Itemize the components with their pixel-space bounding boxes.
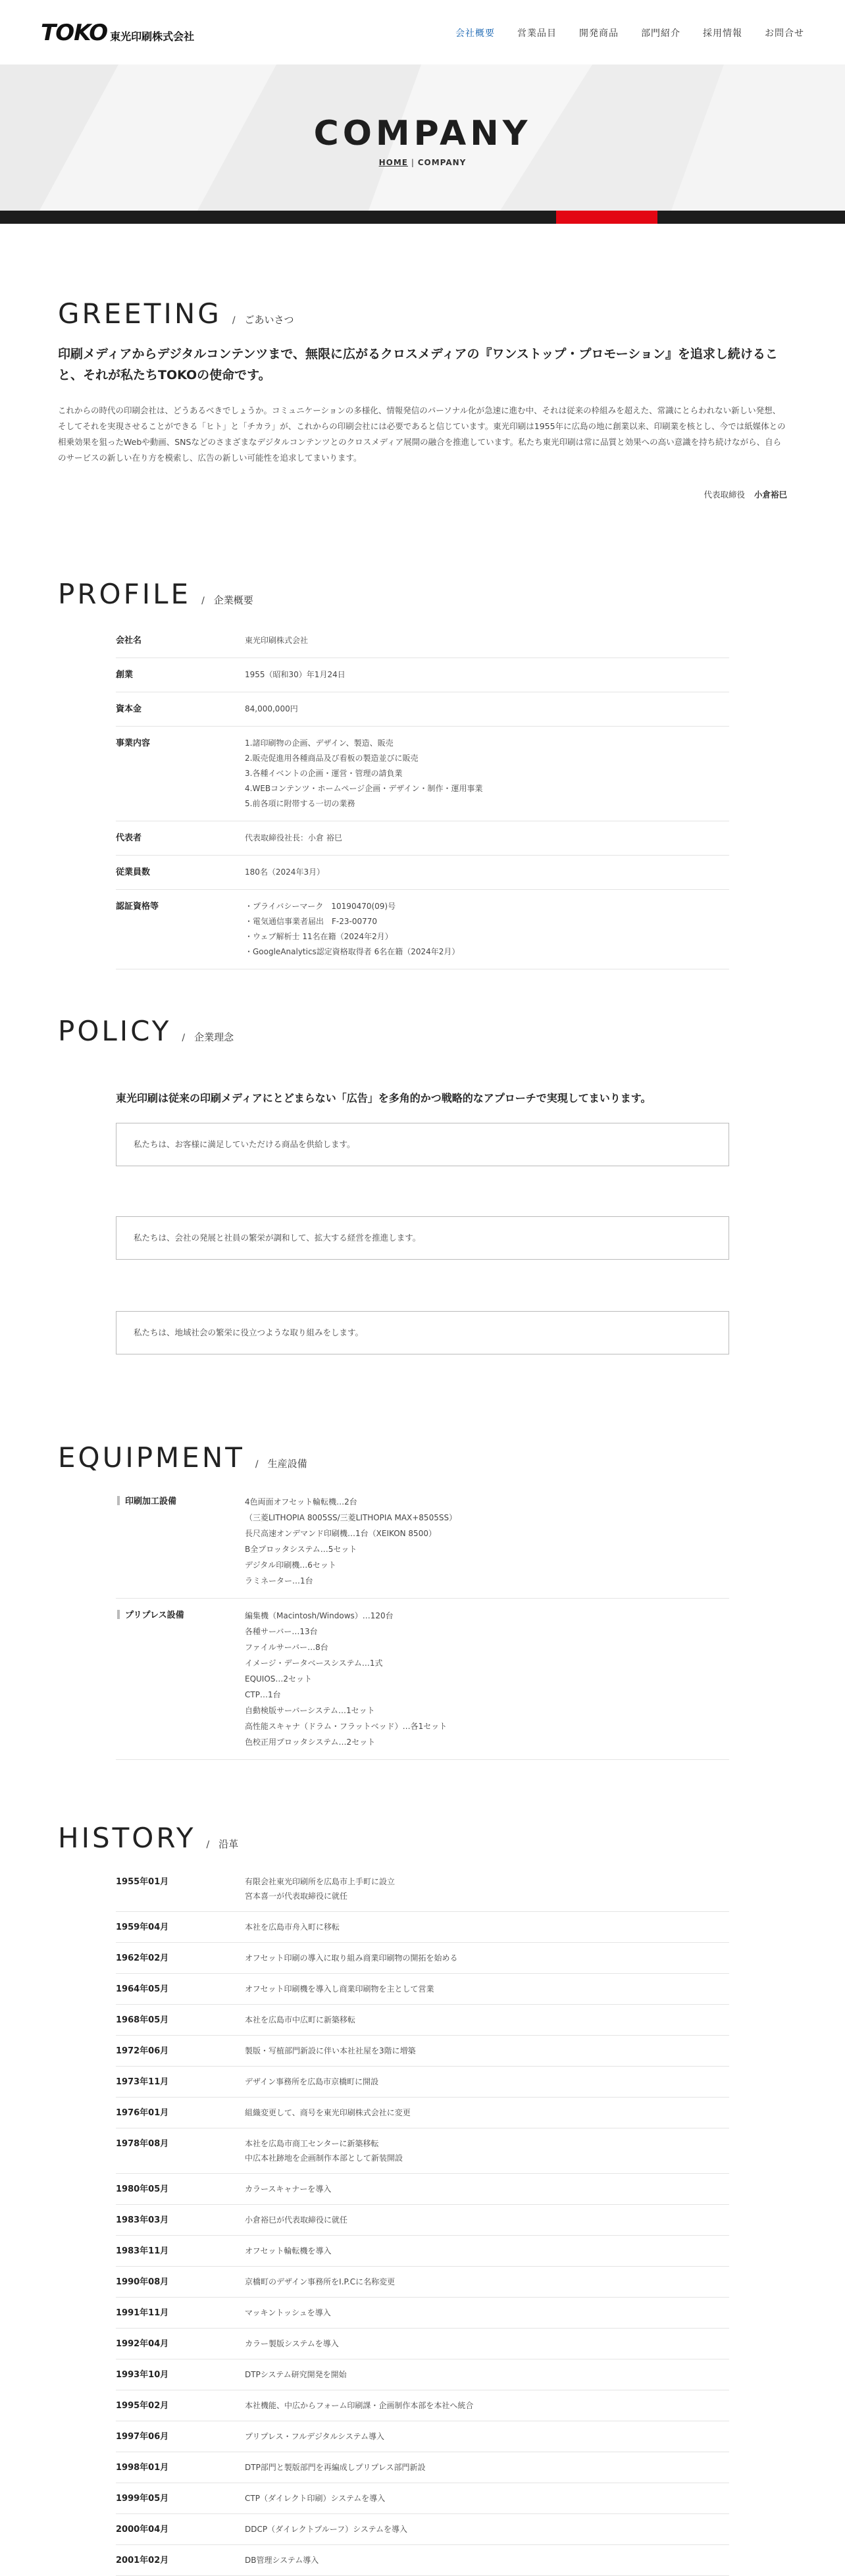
nav-departments[interactable]: 部門紹介 [641, 28, 680, 39]
history-row-value-line: 京橋町のデザイン事務所をI.P.Cに名称変更 [245, 2277, 396, 2286]
profile-row-value [245, 633, 729, 648]
equipment-row-value-line: CTP…1台 [245, 1690, 281, 1699]
profile-row-value [245, 831, 729, 846]
greeting-title-en: GREETING [58, 297, 222, 330]
profile-title-en: PROFILE [58, 578, 192, 610]
site-header [0, 0, 845, 64]
history-row-label: 1978年08月 [116, 2139, 169, 2149]
history-row-value [245, 2398, 729, 2413]
page-title: COMPANY [313, 114, 532, 153]
history-row [116, 2545, 729, 2576]
history-row [116, 2036, 729, 2067]
profile-row-value-line: 180名（2024年3月） [245, 867, 325, 877]
history-row-value-line: オフセット印刷の導入に取り組み商業印刷物の開拓を始める [245, 1953, 458, 1963]
policy-slash: / [182, 1033, 186, 1043]
history-row [116, 1943, 729, 1974]
history-row-value [245, 2429, 729, 2444]
nav-products[interactable]: 開発商品 [579, 28, 619, 39]
history-row-label: 1990年08月 [116, 2277, 169, 2287]
history-row-label: 1997年06月 [116, 2432, 169, 2442]
equipment-row-value-line: EQUIOS…2セット [245, 1674, 313, 1684]
equipment-row-value-line: （三菱LITHOPIA 8005SS/三菱LITHOPIA MAX+8505SS） [245, 1513, 457, 1522]
history-row-value [245, 2105, 729, 2120]
profile-row [116, 624, 729, 658]
history-row [116, 2267, 729, 2298]
history-row-label: 2000年04月 [116, 2525, 169, 2535]
history-row [116, 2098, 729, 2128]
history-row-value [245, 2074, 729, 2089]
history-row-value [245, 2244, 729, 2258]
history-row-value-line: 製版・写植部門新設に伴い本社社屋を3階に増築 [245, 2046, 416, 2055]
history-row-value-line: CTP（ダイレクト印刷）システムを導入 [245, 2494, 386, 2503]
history-row [116, 2390, 729, 2421]
nav-contact[interactable]: お問合せ [765, 28, 804, 39]
history-row-value-line: 有限会社東光印刷所を広島市上手町に設立 [245, 1877, 396, 1886]
history-row [116, 2483, 729, 2514]
hero-divider-accent [556, 211, 657, 224]
company-logo[interactable] [41, 20, 194, 46]
greeting-heading [58, 297, 294, 330]
profile-row-value-line: 2.販売促進用各種商品及び看板の製造並びに販売 [245, 754, 419, 763]
profile-row-label: 事業内容 [116, 738, 151, 748]
equipment-heading [58, 1441, 307, 1474]
equipment-row-value-line: B全プロッタシステム…5セット [245, 1545, 357, 1554]
history-row [116, 1912, 729, 1943]
profile-title-jp: 企業概要 [213, 594, 253, 606]
hero-banner [0, 64, 845, 211]
history-row [116, 2514, 729, 2545]
signature-title: 代表取締役 [704, 490, 745, 500]
history-row [116, 2359, 729, 2390]
history-row-value [245, 2306, 729, 2320]
nav-business[interactable]: 営業品目 [517, 28, 557, 39]
greeting-title-jp: ごあいさつ [244, 314, 294, 326]
history-row-label: 1962年02月 [116, 1953, 169, 1963]
profile-row-value-line: ・ウェブ解析士 11名在籍（2024年2月） [245, 932, 393, 941]
history-row-value [245, 2013, 729, 2027]
history-row-value-line: 中広本社跡地を企画制作本部として新装開設 [245, 2153, 403, 2163]
history-title-jp: 沿革 [218, 1838, 239, 1850]
history-row-value-line: DDCP（ダイレクトプルーフ）システムを導入 [245, 2525, 407, 2534]
history-row-label: 1995年02月 [116, 2401, 169, 2411]
profile-row-value-line: 4.WEBコンテンツ・ホームページ企画・デザイン・制作・運用事業 [245, 784, 483, 793]
greeting-signature [704, 488, 787, 500]
breadcrumb-current: COMPANY [417, 158, 467, 167]
profile-row-value-line: 1955（昭和30）年1月24日 [245, 670, 346, 679]
history-row-label: 1999年05月 [116, 2494, 169, 2504]
profile-row [116, 658, 729, 692]
profile-row-value-line: ・GoogleAnalytics認定資格取得者 6名在籍（2024年2月） [245, 947, 460, 956]
hero-divider-stripe [0, 211, 845, 224]
history-row-value-line: プリプレス・フルデジタルシステム導入 [245, 2432, 384, 2441]
history-row-label: 1959年04月 [116, 1922, 169, 1932]
history-row [116, 2298, 729, 2329]
profile-row-value [245, 865, 729, 880]
equipment-row-value-line: 長尺高速オンデマンド印刷機…1台（XEIKON 8500） [245, 1529, 436, 1538]
equipment-row-value-line: イメージ・データベースシステム…1式 [245, 1659, 383, 1668]
history-row-value-line: 本社機能、中広からフォーム印刷課・企画制作本部を本社へ統合 [245, 2401, 474, 2410]
history-heading [58, 1822, 238, 1854]
profile-row-label: 従業員数 [116, 867, 151, 877]
breadcrumb-separator: | [408, 158, 418, 167]
profile-row-value-line: 東光印刷株式会社 [245, 636, 309, 645]
profile-row-value-line: 3.各種イベントの企画・運営・管理の請負業 [245, 769, 403, 778]
profile-row-value [245, 899, 729, 960]
policy-title-jp: 企業理念 [194, 1031, 234, 1043]
greeting-slash: / [232, 315, 236, 326]
history-row-value [245, 2044, 729, 2058]
equipment-row-value [245, 1608, 729, 1750]
profile-row-label: 資本金 [116, 704, 142, 714]
history-row-value [245, 2553, 729, 2567]
history-row-value [245, 2522, 729, 2537]
profile-heading [58, 578, 253, 610]
profile-row-value-line: 5.前各項に附帯する一切の業務 [245, 799, 355, 808]
history-row-value [245, 2182, 729, 2196]
history-row-value-line: 組織変更して、商号を東光印刷株式会社に変更 [245, 2108, 411, 2117]
history-row [116, 1867, 729, 1912]
history-row [116, 2205, 729, 2236]
history-row-value [245, 2136, 729, 2165]
policy-title-en: POLICY [58, 1015, 172, 1047]
equipment-title-jp: 生産設備 [267, 1458, 307, 1470]
equipment-row-value-line: デジタル印刷機…6セット [245, 1560, 336, 1570]
profile-row-label: 認証資格等 [116, 902, 159, 912]
profile-table [116, 624, 729, 969]
profile-row [116, 692, 729, 727]
profile-row-value-line: 代表取締役社長：小倉 裕巳 [245, 833, 342, 842]
policy-item: 私たちは、地域社会の繁栄に役立つような取り組みをします。 [116, 1311, 729, 1354]
history-row [116, 2067, 729, 2098]
history-row [116, 2421, 729, 2452]
equipment-row-value-line: 4色両面オフセット輪転機…2台 [245, 1497, 357, 1507]
profile-row [116, 890, 729, 969]
breadcrumb-home[interactable]: HOME [378, 158, 409, 167]
history-row-value [245, 1920, 729, 1934]
history-row-label: 2001年02月 [116, 2556, 169, 2565]
history-row-label: 1998年01月 [116, 2463, 169, 2473]
history-row-value-line: デザイン事務所を広島市京橋町に開設 [245, 2077, 379, 2086]
history-row-value-line: 宮本喜一が代表取締役に就任 [245, 1892, 348, 1901]
history-row-value [245, 2336, 729, 2351]
profile-row [116, 821, 729, 856]
history-row-value-line: DTPシステム研究開発を開始 [245, 2370, 347, 2379]
history-table [116, 1867, 729, 2576]
history-row-label: 1993年10月 [116, 2370, 169, 2380]
profile-row-label: 代表者 [116, 833, 142, 843]
history-row-value-line: 小倉裕巳が代表取締役に就任 [245, 2215, 348, 2225]
history-row [116, 2174, 729, 2205]
profile-row-value [245, 736, 729, 811]
history-row [116, 2452, 729, 2483]
greeting-body: これからの時代の印刷会社は、どうあるべきでしょうか。コミュニケーションの多様化、情報発信のパーソナル化が急速に進む中、それは従来の枠組みを超えた、常識にとらわれない新しい発想、そしてそれを実現させることができる「ヒト」と「チカラ」が、これからの印刷会社には必要であると信じています。東光印刷は1955年に広島の地に創業以来、印刷業を核とし、今では紙媒体との相乗効果を狙ったWebや動画、SNSなどのさまざまなデジタルコンテンツとのクロスメディア展開の融合を推進しています。私たち東光印刷は常に品質と効果への高い意識を持ち続けながら、自らのサービスの新しい在り方を模索し、広告の新しい可能性を追求してまいります。 [58, 405, 786, 463]
signature-name: 小倉裕巳 [754, 490, 787, 500]
history-row-label: 1983年11月 [116, 2246, 169, 2256]
policy-lead: 東光印刷は従来の印刷メディアにとどまらない「広告」を多角的かつ戦略的なアプローチで実現してまいります。 [116, 1092, 652, 1104]
history-row-value-line: 本社を広島市中広町に新築移転 [245, 2015, 356, 2024]
equipment-row-value-line: ファイルサーバー…8台 [245, 1643, 328, 1652]
history-row-label: 1973年11月 [116, 2077, 169, 2087]
equipment-row-label: プリプレス設備 [116, 1608, 245, 1750]
history-title-en: HISTORY [58, 1822, 196, 1854]
history-row-value [245, 2491, 729, 2506]
history-row-value-line: DB管理システム導入 [245, 2556, 319, 2565]
policy-item: 私たちは、会社の発展と社員の繁栄が調和して、拡大する経営を推進します。 [116, 1216, 729, 1260]
history-row-value [245, 1874, 729, 1903]
history-row-label: 1968年05月 [116, 2015, 169, 2025]
breadcrumb [0, 158, 845, 167]
equipment-row-value [245, 1494, 729, 1589]
greeting-lead: 印刷メディアからデジタルコンテンツまで、無限に広がるクロスメディアの『ワンストップ・プロモーション』を追求し続けること、それが私たちTOKOの使命です。 [58, 347, 778, 382]
equipment-title-en: EQUIPMENT [58, 1441, 245, 1474]
policy-item: 私たちは、お客様に満足していただける商品を供給します。 [116, 1123, 729, 1166]
history-row-value [245, 2275, 729, 2289]
history-row-label: 1983年03月 [116, 2215, 169, 2225]
equipment-row-value-line: 色校正用プロッタシステム…2セット [245, 1738, 376, 1747]
nav-company[interactable]: 会社概要 [455, 28, 495, 39]
profile-row [116, 727, 729, 821]
history-row [116, 2128, 729, 2174]
history-row-label: 1976年01月 [116, 2108, 169, 2118]
history-row-value [245, 2213, 729, 2227]
history-row [116, 1974, 729, 2005]
history-row-value [245, 2367, 729, 2382]
global-nav [455, 26, 804, 39]
history-row [116, 2329, 729, 2359]
profile-slash: / [201, 596, 205, 606]
equipment-row-value-line: 編集機（Macintosh/Windows）…120台 [245, 1611, 394, 1620]
equipment-row-label: 印刷加工設備 [116, 1494, 245, 1589]
history-row-label: 1980年05月 [116, 2184, 169, 2194]
history-row-value-line: 本社を広島市商工センターに新築移転 [245, 2139, 379, 2148]
equipment-row-value-line: 高性能スキャナ（ドラム・フラットベッド）…各1セット [245, 1722, 448, 1731]
nav-recruit[interactable]: 採用情報 [703, 28, 742, 39]
history-row-value-line: オフセット印刷機を導入し商業印刷物を主として営業 [245, 1984, 434, 1994]
equipment-row-value-line: 各種サーバー…13台 [245, 1627, 318, 1636]
equipment-row-value-line: 自動検版サーバーシステム…1セット [245, 1706, 375, 1715]
equipment-row-value-line: ラミネーター…1台 [245, 1576, 313, 1585]
history-row [116, 2005, 729, 2036]
history-row-value-line: マッキントッシュを導入 [245, 2308, 331, 2317]
history-row-value-line: カラースキャナーを導入 [245, 2184, 332, 2194]
profile-row-value-line: 1.諸印刷物の企画、デザイン、製造、販売 [245, 738, 394, 748]
history-row-value [245, 1951, 729, 1965]
logo-name: 東光印刷株式会社 [110, 30, 195, 43]
policy-heading [58, 1015, 234, 1047]
profile-row-value [245, 667, 729, 683]
profile-row-value-line: 84,000,000円 [245, 704, 298, 713]
history-row-value-line: DTP部門と製版部門を再編成しプリプレス部門新設 [245, 2463, 426, 2472]
profile-row-value-line: ・プライバシーマーク 10190470(09)号 [245, 902, 396, 911]
history-row-label: 1992年04月 [116, 2339, 169, 2349]
history-row [116, 2236, 729, 2267]
history-row-value [245, 1982, 729, 1996]
equipment-row [116, 1485, 729, 1599]
profile-row-label: 創業 [116, 670, 134, 680]
history-row-value [245, 2460, 729, 2475]
history-slash: / [206, 1840, 210, 1850]
profile-row [116, 856, 729, 890]
equipment-slash: / [255, 1459, 259, 1470]
profile-row-label: 会社名 [116, 636, 142, 646]
history-row-value-line: オフセット輪転機を導入 [245, 2246, 332, 2255]
history-row-value-line: 本社を広島市舟入町に移転 [245, 1922, 340, 1932]
history-row-label: 1964年05月 [116, 1984, 169, 1994]
equipment-row [116, 1599, 729, 1760]
equipment-table [116, 1485, 729, 1760]
history-row-label: 1972年06月 [116, 2046, 169, 2056]
logo-mark: TOKO [41, 20, 108, 46]
history-row-label: 1991年11月 [116, 2308, 169, 2318]
history-row-label: 1955年01月 [116, 1877, 169, 1887]
profile-row-value [245, 702, 729, 717]
history-row-value-line: カラー製版システムを導入 [245, 2339, 339, 2348]
profile-row-value-line: ・電気通信事業者届出 F-23-00770 [245, 917, 378, 926]
